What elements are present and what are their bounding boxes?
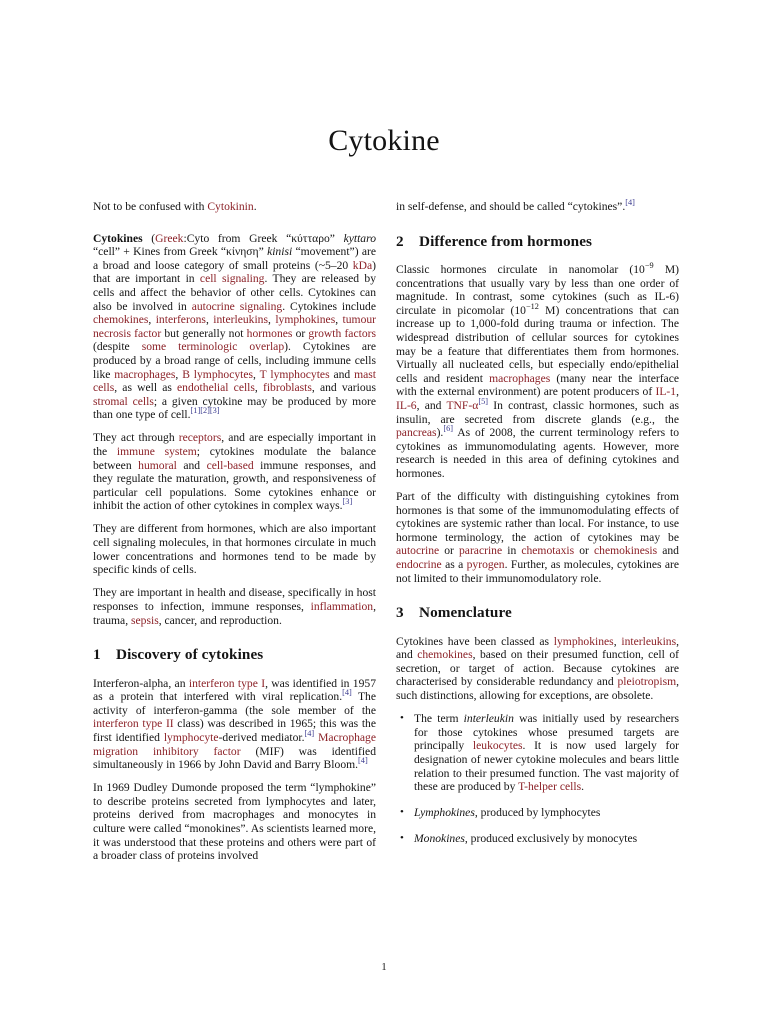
paragraph-difficulty-distinguishing bbox=[396, 490, 679, 585]
text: They act through bbox=[93, 431, 179, 445]
text: , was identified in 1957 as a protein that interfered with viral replication. bbox=[93, 676, 376, 704]
citation-ref[interactable]: [4] bbox=[304, 729, 315, 739]
hatnote-prefix: Not to be confused with bbox=[93, 200, 208, 213]
paragraph-health-disease bbox=[93, 586, 376, 627]
exponent-minus-twelve: −12 bbox=[525, 301, 539, 311]
link-paracrine[interactable]: paracrine bbox=[459, 544, 503, 558]
text: , produced by lymphocytes bbox=[474, 806, 601, 820]
section-number: 2 bbox=[396, 232, 404, 250]
text: or bbox=[574, 544, 595, 558]
text: , bbox=[676, 385, 679, 399]
text: , bbox=[175, 367, 183, 381]
link-chemokines[interactable]: chemokines bbox=[417, 648, 473, 662]
link-greek[interactable]: Greek bbox=[155, 231, 184, 245]
paragraph-lymphokine-history: In 1969 Dudley Dumonde proposed the term “lymphokine” to describe proteins secreted from lymphocytes and later, proteins derived from macrophages and monocytes in culture were called “monokines”. As scientists learned more, it was understood that these proteins and others were part of a broader class of proteins involved bbox=[93, 781, 376, 863]
link-cytokinin[interactable]: Cytokinin bbox=[207, 200, 254, 213]
text: :Cyto from Greek “κύτταρο” bbox=[183, 231, 344, 245]
text: ) that are important in bbox=[93, 258, 376, 286]
link-pancreas[interactable]: pancreas bbox=[396, 426, 437, 440]
link-il-1[interactable]: IL-1 bbox=[655, 385, 677, 399]
link-mif[interactable]: Macrophage migration inhibitory factor bbox=[93, 730, 377, 758]
link-t-helper-cells[interactable]: T-helper cells bbox=[518, 780, 582, 794]
text: in self-defense, and should be called “cytokines”. bbox=[396, 200, 626, 213]
section-title: Nomenclature bbox=[419, 604, 512, 622]
link-stromal-cells[interactable]: stromal cells bbox=[93, 394, 154, 408]
link-mast-cells[interactable]: mast cells bbox=[93, 367, 376, 395]
citation-ref[interactable]: [4] bbox=[358, 756, 368, 766]
paragraph-concentrations bbox=[396, 263, 679, 481]
link-humoral[interactable]: humoral bbox=[138, 458, 177, 472]
term-monokines: Monokines bbox=[414, 832, 465, 846]
link-chemokines[interactable]: chemokines bbox=[93, 313, 149, 327]
link-pyrogen[interactable]: pyrogen bbox=[466, 558, 505, 572]
link-pleiotropism[interactable]: pleiotropism bbox=[617, 675, 677, 689]
text: M) concentrations that can increase up to 1,000-fold during trauma or infection. The widespread distribution of cellular sources for cytokines may be a feature that differentiates them from hormones. Virtually all nucleated cells, but especially endo/epithelial cells and resident bbox=[396, 303, 680, 385]
citation-ref[interactable]: [3] bbox=[342, 497, 353, 507]
text: Classic hormones circulate in nanomolar (10 bbox=[396, 263, 645, 277]
text: In contrast, classic hormones, such as insulin, are secreted from discrete glands (e.g., the bbox=[396, 399, 679, 426]
text: , bbox=[148, 313, 156, 327]
lead-paragraph bbox=[93, 232, 376, 422]
link-interferon-type-ii[interactable]: interferon type II bbox=[93, 717, 174, 731]
text: . Further, as molecules, cytokines are not limited to their immunomodulatory role. bbox=[396, 558, 680, 585]
link-interleukins[interactable]: interleukins bbox=[213, 313, 268, 327]
text: , and bbox=[416, 399, 447, 412]
text: (many near the interface with the external environment) are potent producers of bbox=[396, 371, 679, 399]
text: “movement”) are a broad and loose category of small proteins (~5–20 bbox=[93, 245, 377, 272]
text: M) concentrations that usually vary by less than one order of magnitude. In contrast, some cytokines (such as IL-6) circulate in picomolar (10 bbox=[396, 263, 679, 317]
section-heading-discovery bbox=[93, 646, 376, 663]
text: . It is now used largely for designation of newer cytokine molecules and bears little relation to their presumed function. The vast majority of these are produced by bbox=[414, 739, 679, 794]
text: and bbox=[657, 544, 679, 558]
link-b-lymphocytes[interactable]: B lymphocytes bbox=[182, 367, 254, 381]
text: , and various bbox=[311, 381, 376, 395]
paragraph-interferon-history bbox=[93, 677, 376, 772]
link-endothelial-cells[interactable]: endothelial cells bbox=[177, 381, 255, 395]
section-title: Discovery of cytokines bbox=[116, 646, 264, 664]
text: ; a given cytokine may be produced by more than one type of cell. bbox=[93, 394, 376, 422]
citation-ref[interactable]: [1][2][3] bbox=[190, 406, 220, 416]
text: (MIF) was identified simultaneously in 1966 by John David and Barry Bloom. bbox=[93, 744, 377, 772]
text: , bbox=[253, 367, 260, 381]
text: , trauma, bbox=[93, 599, 376, 627]
citation-ref[interactable]: [5] bbox=[478, 397, 488, 407]
link-autocrine-signaling[interactable]: autocrine signaling bbox=[191, 299, 283, 313]
text: , and are especially important in the bbox=[93, 431, 376, 458]
link-il-6[interactable]: IL-6 bbox=[396, 399, 417, 412]
text: class) was described in 1965; this was the first identified bbox=[93, 717, 376, 744]
text: As of 2008, the current terminology refers to cytokines as immunomodulating agents. However, more research is needed in this area of defining cytokines and hormones. bbox=[396, 426, 679, 480]
citation-ref[interactable]: [4] bbox=[342, 688, 352, 698]
text: or bbox=[439, 544, 459, 558]
link-kda[interactable]: kDa bbox=[352, 258, 373, 272]
page-title: Cytokine bbox=[328, 124, 440, 158]
link-chemotaxis[interactable]: chemotaxis bbox=[521, 544, 575, 558]
text: . bbox=[581, 780, 584, 794]
left-column bbox=[93, 200, 376, 863]
link-tnf-alpha[interactable]: TNF-α bbox=[446, 399, 479, 412]
citation-ref[interactable]: [6] bbox=[443, 424, 454, 434]
section-number: 3 bbox=[396, 604, 404, 622]
paragraph-classification bbox=[396, 635, 679, 703]
page-number: 1 bbox=[381, 962, 387, 973]
text: and bbox=[176, 458, 207, 472]
nomenclature-bullet-list bbox=[396, 712, 679, 846]
link-interleukins[interactable]: interleukins bbox=[621, 634, 677, 648]
link-fibroblasts[interactable]: fibroblasts bbox=[262, 381, 312, 395]
text: The term bbox=[414, 712, 464, 726]
link-macrophages[interactable]: macrophages bbox=[489, 371, 551, 385]
link-lymphokines[interactable]: lymphokines bbox=[275, 313, 336, 327]
text: , based on their presumed function, cell of secretion, or target of action. Because cytokines are characterised by considerable redundancy and bbox=[396, 648, 679, 689]
link-chemokinesis[interactable]: chemokinesis bbox=[594, 544, 658, 558]
text: and bbox=[329, 367, 355, 381]
text: ; cytokines modulate the balance between bbox=[93, 445, 376, 472]
hatnote-suffix: . bbox=[253, 200, 257, 213]
text: -derived mediator. bbox=[218, 730, 305, 744]
text: , bbox=[205, 313, 214, 327]
text: , bbox=[268, 313, 276, 327]
text: ). Cytokines are produced by a broad range of cells, including immune cells like bbox=[93, 340, 377, 381]
link-macrophages[interactable]: macrophages bbox=[114, 367, 176, 381]
text: , bbox=[335, 313, 343, 327]
link-t-lymphocytes[interactable]: T lymphocytes bbox=[259, 367, 330, 381]
right-column bbox=[396, 200, 679, 858]
link-terminologic-overlap[interactable]: some terminologic overlap bbox=[141, 340, 285, 354]
text: . They are released by cells and affect the behavior of other cells. Cytokines can also be involved in bbox=[93, 272, 376, 313]
link-lymphokines[interactable]: lymphokines bbox=[553, 634, 614, 648]
text: as a bbox=[441, 558, 467, 572]
text: Cytokines have been classed as bbox=[396, 634, 554, 648]
paragraph-continuation bbox=[396, 200, 679, 214]
term-lymphokines: Lymphokines bbox=[414, 806, 475, 820]
link-receptors[interactable]: receptors bbox=[178, 431, 222, 445]
text: . Cytokines include bbox=[282, 299, 376, 313]
text: ( bbox=[142, 231, 156, 245]
section-number: 1 bbox=[93, 646, 101, 664]
link-lymphocyte[interactable]: lymphocyte bbox=[163, 730, 219, 744]
link-hormones[interactable]: hormones bbox=[246, 326, 293, 340]
text: , bbox=[613, 634, 622, 648]
text: (despite bbox=[93, 340, 142, 354]
link-cell-based[interactable]: cell-based bbox=[206, 458, 254, 472]
text: , cancer, and reproduction. bbox=[158, 613, 282, 627]
text: ). bbox=[436, 426, 444, 440]
link-endocrine[interactable]: endocrine bbox=[396, 558, 442, 572]
hatnote bbox=[93, 200, 376, 214]
term-cytokines: Cytokines bbox=[93, 231, 143, 245]
citation-ref[interactable]: [4] bbox=[625, 198, 635, 208]
greek-kyttaro: kyttaro bbox=[343, 231, 376, 245]
text: They are important in health and disease, specifically in host responses to infection, immune responses, bbox=[93, 586, 376, 613]
term-interleukin: interleukin bbox=[463, 712, 514, 726]
section-title: Difference from hormones bbox=[419, 232, 593, 250]
link-cell-signaling[interactable]: cell signaling bbox=[199, 272, 265, 286]
link-autocrine[interactable]: autocrine bbox=[396, 544, 440, 558]
link-leukocytes[interactable]: leukocytes bbox=[472, 739, 523, 753]
text: , as well as bbox=[114, 381, 178, 395]
text: in bbox=[502, 544, 522, 558]
text: but generally not bbox=[161, 326, 247, 340]
text: , produced exclusively by monocytes bbox=[464, 832, 638, 846]
text: Interferon-alpha, an bbox=[93, 676, 189, 690]
list-item bbox=[396, 806, 679, 820]
text: The activity of interferon-gamma (the sole member of the bbox=[93, 690, 376, 717]
two-column-body bbox=[93, 200, 679, 960]
text: immune responses, and they regulate the maturation, growth, and responsiveness of particular cell populations. Some cytokines enhance or inhibit the action of other cytokines in complex ways. bbox=[93, 458, 376, 513]
section-heading-nomenclature bbox=[396, 604, 679, 621]
link-inflammation[interactable]: inflammation bbox=[310, 599, 374, 613]
link-interferon-type-i[interactable]: interferon type I bbox=[188, 676, 266, 690]
paragraph-receptors bbox=[93, 431, 376, 513]
link-sepsis[interactable]: sepsis bbox=[131, 613, 159, 627]
text: was initially used by researchers for those cytokines whose presumed targets are principally bbox=[414, 712, 679, 753]
section-heading-difference-from-hormones bbox=[396, 233, 679, 250]
link-immune-system[interactable]: immune system bbox=[116, 445, 197, 458]
text: or bbox=[292, 326, 309, 340]
link-interferons[interactable]: interferons bbox=[155, 313, 206, 327]
greek-kinisi: kinisi bbox=[267, 245, 293, 259]
text: , and bbox=[396, 634, 680, 662]
text: , such distinctions, allowing for exceptions, are obsolete. bbox=[396, 675, 679, 703]
text: Part of the difficulty with distinguishing cytokines from hormones is that some of the immunomodulating effects of cytokines are systemic rather than local. For instance, to use hormone terminology, the action of cytokines may be bbox=[396, 490, 679, 544]
text: “cell” + Kines from Greek “κίνηση” bbox=[93, 245, 268, 259]
list-item bbox=[396, 832, 679, 846]
list-item bbox=[396, 712, 679, 794]
link-growth-factors[interactable]: growth factors bbox=[308, 326, 376, 340]
exponent-minus-nine: −9 bbox=[644, 261, 654, 271]
text: , bbox=[254, 381, 263, 395]
link-tumour-necrosis-factor[interactable]: tumour necrosis factor bbox=[93, 313, 377, 340]
paragraph-hormone-difference: They are different from hormones, which are also important cell signaling molecules, in that hormones circulate in much lower concentrations and hormones tend to be made by specific kinds of cells. bbox=[93, 522, 376, 577]
